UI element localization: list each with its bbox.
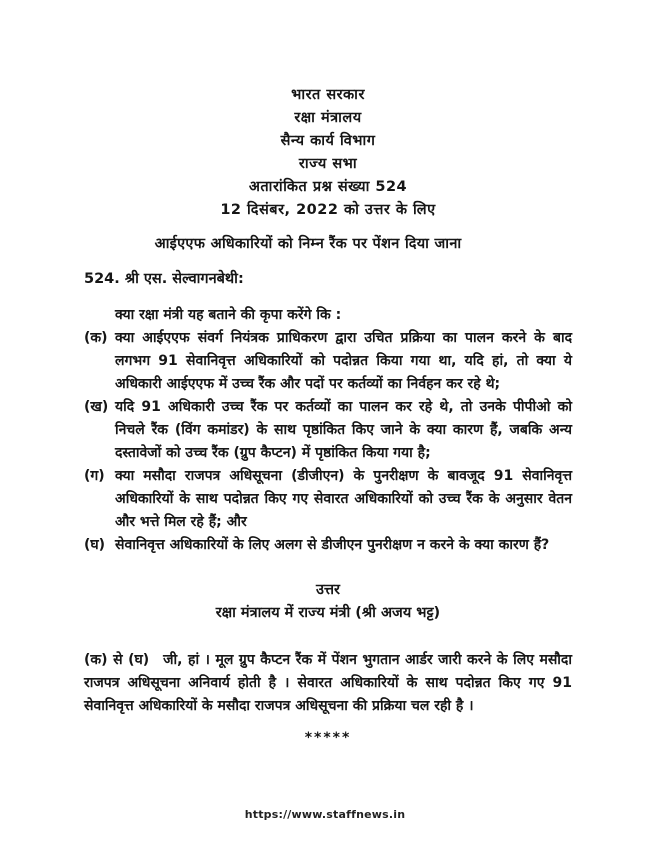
answer-minister-line: रक्षा मंत्रालय में राज्य मंत्री (श्री अजय भट्ट) bbox=[215, 605, 441, 621]
answer-heading: उत्तर bbox=[316, 582, 340, 598]
question-part-ka bbox=[84, 327, 572, 396]
question-parts-list bbox=[84, 327, 572, 557]
asterisk-separator: ***** bbox=[304, 730, 352, 746]
header-line-answer-date: 12 दिसंबर, 2022 को उत्तर के लिए bbox=[220, 202, 436, 218]
source-watermark-url: https://www.staffnews.in bbox=[244, 808, 406, 821]
question-number-and-member: 524. श्री एस. सेल्वागनबेथी: bbox=[84, 271, 244, 287]
header-line-house: राज्य सभा bbox=[298, 156, 358, 172]
question-part-kha bbox=[84, 396, 572, 465]
header-line-ministry: रक्षा मंत्रालय bbox=[294, 110, 362, 126]
question-intro: क्या रक्षा मंत्री यह बताने की कृपा करेंगे कि : bbox=[115, 307, 342, 323]
part-marker: (ख) bbox=[84, 399, 109, 415]
header-line-question-number: अतारांकित प्रश्न संख्या 524 bbox=[248, 179, 408, 195]
question-part-ga bbox=[84, 465, 572, 534]
header-line-government: भारत सरकार bbox=[291, 87, 365, 103]
part-text: क्या आईएएफ संवर्ग नियंत्रक प्राधिकरण द्वारा उचित प्रक्रिया का पालन करने के बाद लगभग 91 सेवानिवृत्त अधिकारियों को पदोन्नत किया गया था, यदि हां, तो क्या ये अधिकारी आईएएफ में उच्च रैंक और पदों पर कर्तव्यों का निर्वहन कर रहे थे; bbox=[115, 330, 572, 392]
part-text: सेवानिवृत्त अधिकारियों के लिए अलग से डीजीएन पुनरीक्षण न करने के क्या कारण हैं? bbox=[115, 537, 550, 553]
part-marker: (घ) bbox=[84, 537, 106, 553]
part-text: क्या मसौदा राजपत्र अधिसूचना (डीजीएन) के पुनरीक्षण के बावजूद 91 सेवानिवृत्त अधिकारियों के साथ पदोन्नत किए गए सेवारत अधिकारियों को उच्च रैंक के अनुसार वेतन और भत्ते मिल रहे हैं; और bbox=[115, 468, 572, 530]
part-marker: (क) bbox=[84, 330, 108, 346]
answer-text: जी, हां । मूल ग्रुप कैप्टन रैंक में पेंशन भुगतान आर्डर जारी करने के लिए मसौदा राजपत्र अधिसूचना अनिवार्य होती है । सेवारत अधिकारियों के साथ पदोन्नत किए गए 91 सेवानिवृत्त अधिकारियों के मसौदा राजपत्र अधिसूचना की प्रक्रिया चल रही है । bbox=[84, 652, 572, 714]
part-text: यदि 91 अधिकारी उच्च रैंक पर कर्तव्यों का पालन कर रहे थे, तो उनके पीपीओ को निचले रैंक (विंग कमांडर) के साथ पृष्ठांकित किए जाने के क्या कारण हैं, जबकि अन्य दस्तावेजों को उच्च रैंक (ग्रुप कैप्टन) में पृष्ठांकित किया गया है; bbox=[115, 399, 572, 461]
part-marker: (ग) bbox=[84, 468, 105, 484]
document-header bbox=[84, 84, 572, 222]
question-part-gha bbox=[84, 534, 572, 557]
answer-range-prefix: (क) से (घ) bbox=[84, 652, 150, 668]
header-line-department: सैन्य कार्य विभाग bbox=[280, 133, 376, 149]
question-title: आईएएफ अधिकारियों को निम्न रैंक पर पेंशन दिया जाना bbox=[154, 236, 462, 252]
answer-paragraph bbox=[84, 649, 572, 718]
